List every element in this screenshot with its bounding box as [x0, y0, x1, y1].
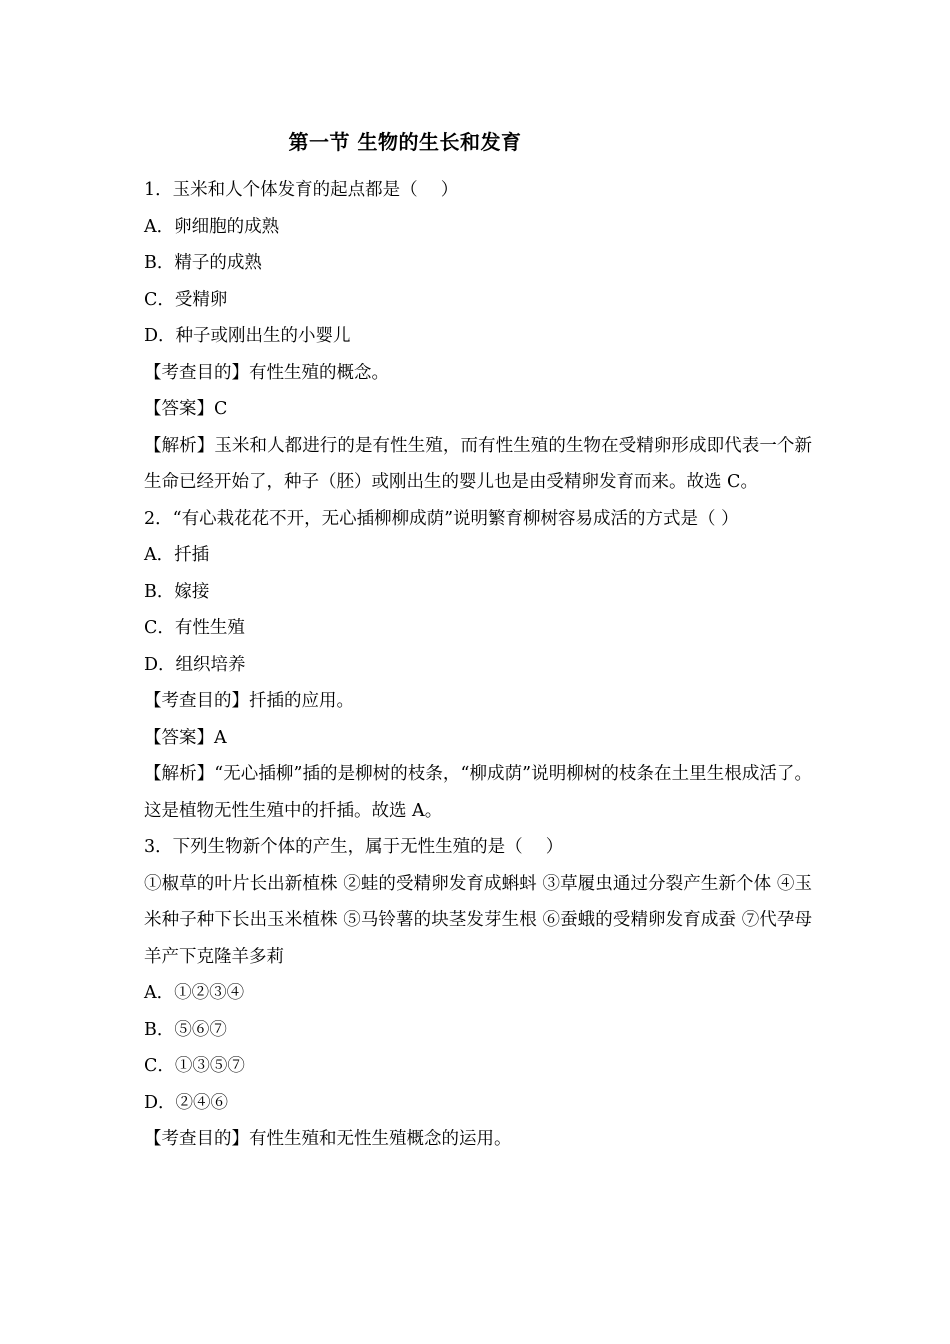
question-3-option-c: C．①③⑤⑦ [144, 1056, 245, 1076]
question-3-items: ①椒草的叶片长出新植株 ②蛙的受精卵发育成蝌蚪 ③草履虫通过分裂产生新个体 ④玉米种子种下长出玉米植株 ⑤马铃薯的块茎发芽生根 ⑥蚕蛾的受精卵发育成蚕 ⑦代孕母羊产下克隆羊多莉 [144, 873, 812, 967]
question-2-stem: 2．“有心栽花花不开，无心插柳柳成荫”说明繁育柳树容易成活的方式是（ ） [144, 508, 739, 529]
question-2-option-c: C．有性生殖 [144, 618, 245, 638]
question-2-answer: 【答案】A [144, 727, 227, 748]
page-title: 第一节 生物的生长和发育 [288, 130, 522, 154]
question-3-option-b: B．⑤⑥⑦ [144, 1019, 227, 1040]
question-1-analysis: 【解析】玉米和人都进行的是有性生殖，而有性生殖的生物在受精卵形成即代表一个新生命已经开始了，种子（胚）或刚出生的婴儿也是由受精卵发育而来。故选 C。 [144, 435, 812, 492]
question-2-purpose: 【考查目的】扦插的应用。 [144, 691, 354, 711]
question-2-option-b: B．嫁接 [144, 581, 210, 602]
question-3-stem: 3．下列生物新个体的产生，属于无性生殖的是（ ） [144, 837, 564, 857]
question-1-option-d: D．种子或刚出生的小婴儿 [144, 326, 351, 346]
question-1-answer: 【答案】C [144, 399, 228, 419]
question-1-option-c: C．受精卵 [144, 289, 228, 310]
question-3-option-d: D．②④⑥ [144, 1092, 229, 1113]
question-2-option-d: D．组织培养 [144, 654, 246, 675]
question-1-option-a: A．卵细胞的成熟 [144, 216, 280, 237]
question-2-analysis: 【解析】“无心插柳”插的是柳树的枝条，“柳成荫”说明柳树的枝条在土里生根成活了。这是植物无性生殖中的扦插。故选 A。 [144, 764, 812, 821]
question-1-stem: 1．玉米和人个体发育的起点都是（ ） [144, 180, 459, 200]
document-body [144, 172, 812, 1158]
question-1-option-b: B．精子的成熟 [144, 253, 262, 273]
question-3-option-a: A．①②③④ [144, 983, 245, 1003]
question-1-purpose: 【考查目的】有性生殖的概念。 [144, 362, 389, 383]
question-3-purpose: 【考查目的】有性生殖和无性生殖概念的运用。 [144, 1129, 512, 1149]
question-2-option-a: A．扦插 [144, 545, 210, 565]
